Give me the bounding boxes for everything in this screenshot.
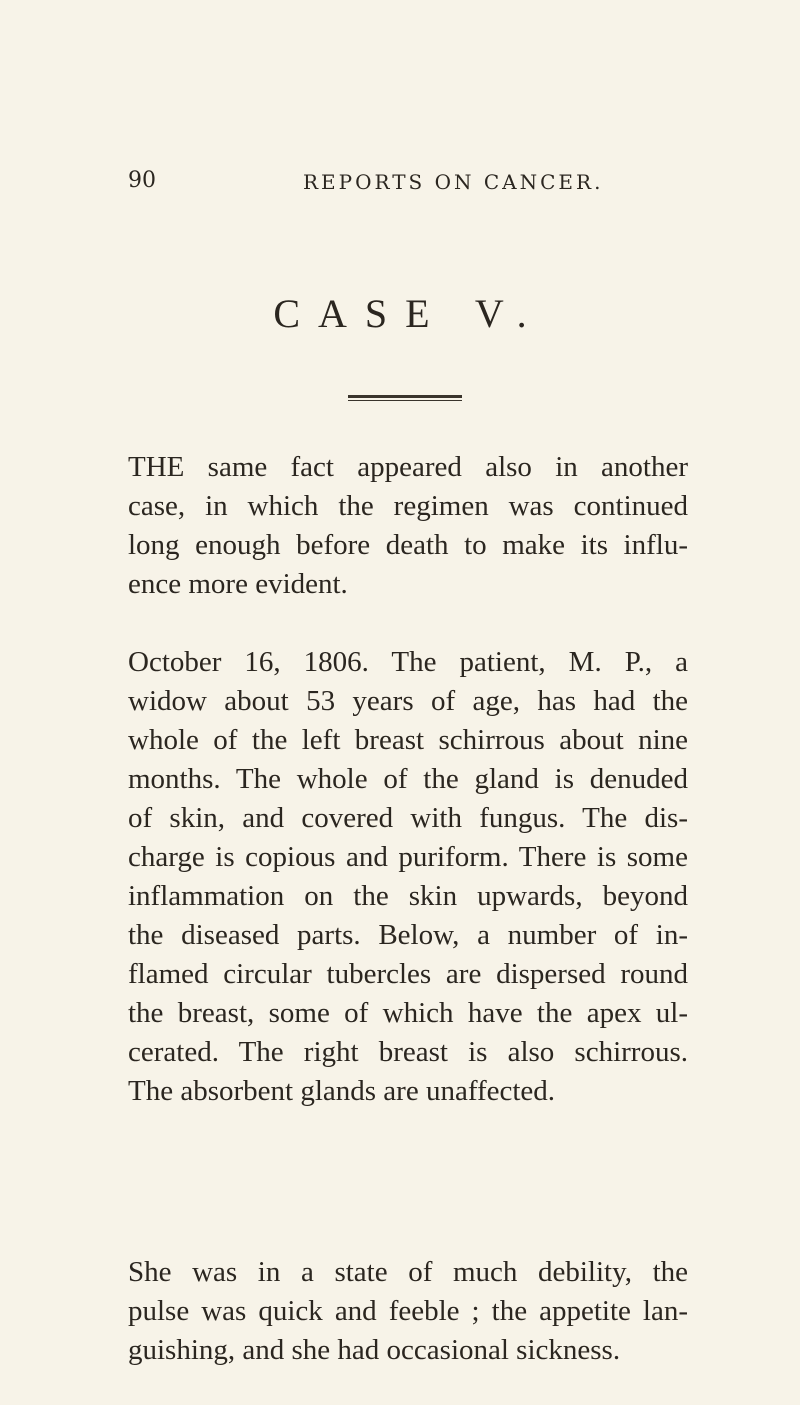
running-head [128,168,688,198]
text-line: flamed circular tubercles are dispersed round [128,958,688,990]
text-line: cerated. The right breast is also schirrous. [128,1036,688,1068]
text-line: case, in which the regimen was continued [128,490,688,522]
text-line: guishing, and she had occasional sickness. [128,1334,621,1366]
paragraph-1 [128,448,688,604]
text-line: charge is copious and puriform. There is some [128,841,688,873]
text-line: months. The whole of the gland is denuded [128,763,688,795]
text-line: October 16, 1806. The patient, M. P., a [128,646,688,678]
case-title: CASE V. [273,291,545,336]
text-line: She was in a state of much debility, the [128,1256,688,1288]
text-line: ence more evident. [128,568,348,600]
text-line: of skin, and covered with fungus. The dis- [128,802,688,834]
text-line: pulse was quick and feeble ; the appetite lan- [128,1295,688,1327]
text-line: long enough before death to make its influ- [128,529,688,561]
running-title: REPORTS ON CANCER. [303,170,604,194]
paragraph-3 [128,1253,688,1370]
page-number: 90 [128,168,156,193]
text-line: The absorbent glands are unaffected. [128,1075,556,1107]
text-line: inflammation on the skin upwards, beyond [128,880,688,912]
text-line: THE same fact appeared also in another [128,451,688,483]
text-line: whole of the left breast schirrous about nine [128,724,688,756]
text-line: widow about 53 years of age, has had the [128,685,688,717]
text-line: the breast, some of which have the apex ul- [128,997,688,1029]
section-divider [348,395,462,398]
paragraph-2 [128,643,688,1111]
text-line: the diseased parts. Below, a number of in- [128,919,688,951]
